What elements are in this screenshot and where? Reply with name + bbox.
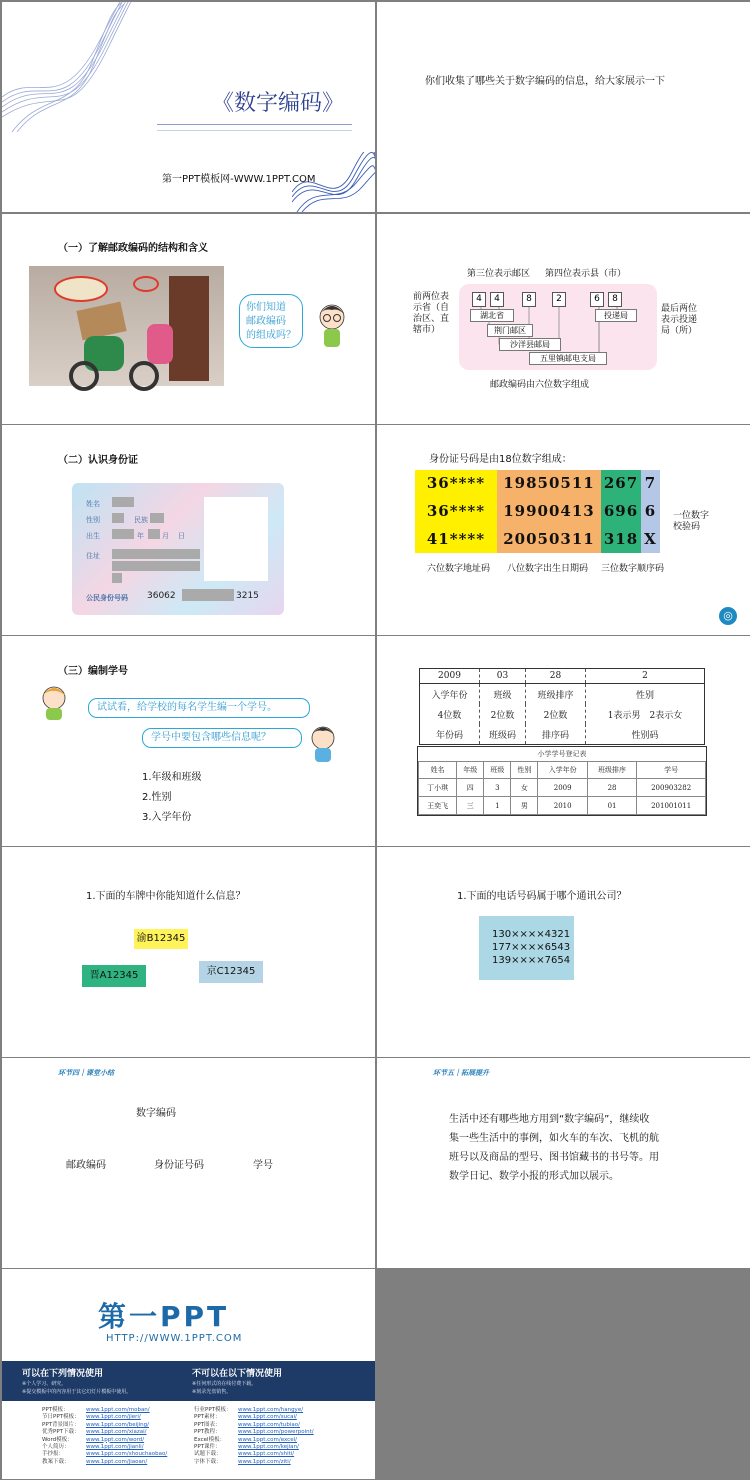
link-url[interactable]: www.1ppt.com/powerpoint/ [238,1429,314,1436]
license-banner [2,1361,375,1401]
column-header: 学号 [637,762,706,779]
table-header-row [419,762,706,779]
links-left [42,1407,167,1466]
digit-box: 2 [552,292,566,307]
license-plate: 京C12345 [199,961,263,983]
label-address-code: 六位数字地址码 [427,564,491,574]
field-ethnic-label: 民族 [134,516,148,524]
link-url[interactable]: www.1ppt.com/xiazai/ [86,1429,147,1436]
code-value: 03 [479,669,525,684]
link-url[interactable]: www.1ppt.com/shouchaobao/ [86,1451,168,1458]
link-label: PPT背景图片： [42,1421,80,1428]
column-header: 年级 [457,762,484,779]
register-table-frame [417,746,707,816]
table-row [419,797,706,815]
link-url[interactable]: www.1ppt.com/jiaoan/ [86,1458,148,1465]
girl-cartoon-icon [36,682,76,722]
slide-1-title[interactable] [2,2,375,212]
table-cell: 01 [587,797,636,815]
table-row [419,779,706,797]
label-sequence-code: 三位数字顺序码 [601,564,665,574]
can-item: ※个人学习、研究。 [22,1381,67,1387]
link-url[interactable]: www.1ppt.com/hangye/ [238,1407,304,1413]
redacted-block [112,529,134,539]
link-row [42,1459,167,1466]
can-item: ※提交模板中的内容用于其它幻灯片模板中使用。 [22,1389,132,1395]
bubble-line: 你们知道 [246,302,286,313]
label-third-digit: 第三位表示邮区 [467,269,531,279]
table-cell: 200903282 [637,779,706,797]
title-divider [157,124,352,125]
code-label: 班级码 [479,724,525,745]
postman-illustration [29,266,224,386]
link-row [194,1451,314,1458]
summary-item: 身份证号码 [154,1160,204,1171]
code-value: 2009 [420,669,480,684]
link-label: PPT教程： [194,1429,221,1436]
table-cell: 王奕飞 [419,797,457,815]
label-check-code [673,511,709,533]
link-url[interactable]: www.1ppt.com/ziti/ [238,1458,291,1465]
code-table [419,668,705,745]
code-label: 性别码 [631,730,659,741]
slide-question: 你们收集了哪些关于数字编码的信息，给大家展示一下 [425,76,665,87]
link-row [42,1451,167,1458]
slide-12-extension[interactable] [377,1058,750,1268]
redacted-block [112,549,200,559]
id-number-prefix: 36062 [147,591,176,601]
field-month: 月 [162,532,169,540]
links-right [194,1407,314,1466]
list-item: 2.性别 [142,792,172,803]
cannot-title: 不可以在以下情况使用 [192,1369,283,1379]
table-cell: 三 [457,797,484,815]
postcode-box: 五里镇邮电支局 [529,352,607,365]
label-line: 校验码 [673,522,701,532]
logo-icon: ◎ [719,607,737,625]
code-digits: 1表示男 2表示女 [607,710,683,721]
extension-paragraph [449,1110,659,1186]
bubble-line: 邮政编码 [246,316,286,327]
link-label: 试题下载： [194,1451,222,1458]
postcode-box: 投递局 [595,309,637,322]
field-address-label: 住址 [86,552,100,560]
license-plate: 晋A12345 [82,965,146,987]
digit-box: 4 [472,292,486,307]
register-table [418,761,706,815]
slide-11-summary[interactable] [2,1058,375,1268]
speech-bubble [239,294,303,348]
label-line: 局（所） [661,326,698,336]
slide-question: 1.下面的电话号码属于哪个通讯公司？ [457,891,627,902]
label-line: 表示投递 [661,315,698,325]
brand-url: HTTP://WWW.1PPT.COM [106,1333,243,1344]
label-line: 一位数字 [673,511,710,521]
link-label: 个人简历： [42,1444,70,1451]
link-row [194,1414,314,1421]
code-name: 入学年份 [420,684,480,705]
slide-4-postcode[interactable] [377,214,750,424]
license-plate: 渝B12345 [134,929,188,949]
list-item: 1.年级和班级 [142,772,202,783]
column-header: 性别 [511,762,538,779]
id-digits-check: X [644,530,657,548]
summary-root: 数字编码 [136,1108,176,1119]
field-id-label: 公民身份号码 [86,594,128,602]
link-label: Word模板： [42,1436,73,1443]
code-label: 排序码 [526,724,586,745]
field-gender-label: 性别 [86,516,100,524]
id-card [72,483,284,615]
wave-decoration-icon [2,2,132,132]
link-label: 行业PPT模板： [194,1407,232,1413]
code-name: 班级排序 [526,684,586,705]
website-text: 第一PPT模板网-WWW.1PPT.COM [162,174,316,185]
section-heading: （三）编制学号 [58,666,128,677]
table-cell: 28 [587,779,636,797]
section-tag: 环节四｜课堂小结 [58,1069,114,1077]
link-row [194,1437,314,1444]
id-digits-seq: 696 [603,502,639,520]
info-list [142,768,202,828]
label-first-two [413,292,449,336]
link-url[interactable]: www.1ppt.com/word/ [86,1436,145,1443]
table-cell: 丁小琪 [419,779,457,797]
bubble-line: 的组成吗？ [246,330,296,341]
table-cell: 2009 [538,779,587,797]
summary-item: 学号 [253,1160,273,1171]
column-header: 入学年份 [538,762,587,779]
link-label: PPT课件： [194,1444,221,1451]
slide-9-plates[interactable] [2,847,375,1057]
slide-question: 1.下面的车牌中你能知道什么信息？ [86,891,246,902]
redacted-block [112,561,200,571]
digit-box: 8 [608,292,622,307]
register-title: 小学学号登记表 [537,750,587,758]
slide-6-idnumber[interactable] [377,425,750,635]
link-row [194,1459,314,1466]
boy-cartoon-icon [306,724,342,764]
redacted-block [148,529,160,539]
code-name: 班级 [479,684,525,705]
phone-number-box [479,916,574,980]
table-cell: 男 [511,797,538,815]
id-digits-seq: 267 [603,474,639,492]
link-url[interactable]: www.1ppt.com/tubiao/ [238,1421,300,1428]
table-cell: 女 [511,779,538,797]
cannot-item: ※刻录光盘销售。 [192,1389,232,1395]
link-row [42,1437,167,1444]
field-birth-label: 出生 [86,532,100,540]
label-line: 最后两位 [661,304,698,314]
phone-number: 177××××6543 [492,942,571,953]
id-digits-addr: 36**** [426,502,486,520]
label-line: 示省（自 [413,303,450,313]
link-url[interactable]: www.1ppt.com/jianli/ [86,1444,144,1451]
link-label: PPT素材： [194,1414,221,1421]
link-label: PPT图表： [194,1421,221,1428]
link-url[interactable]: www.1ppt.com/jieri/ [86,1414,141,1421]
id-digits-birth: 19900413 [503,502,595,520]
photo-area [204,497,268,581]
column-header: 班级排序 [587,762,636,779]
section-heading: （一）了解邮政编码的结构和含义 [58,243,208,254]
cannot-item: ※任何形式的在线付费下载。 [192,1381,257,1387]
link-url[interactable]: www.1ppt.com/excel/ [238,1436,297,1443]
speech-bubble-1: 试试看，给学校的每名学生编一个学号。 [88,698,310,718]
link-label: Excel模板： [194,1436,226,1443]
link-row [42,1429,167,1436]
redacted-block [112,497,134,507]
slide-13-license[interactable] [2,1269,375,1479]
section-heading: （二）认识身份证 [58,455,138,466]
id-number-grid [415,470,660,553]
table-cell: 1 [484,797,511,815]
link-url[interactable]: www.1ppt.com/kejian/ [238,1444,299,1451]
slide-3[interactable] [2,214,375,424]
title-divider-2 [157,130,352,131]
id-digits-seq: 318 [603,530,639,548]
code-digits: 2位数 [479,704,525,724]
code-digits: 4位数 [420,704,480,724]
can-title: 可以在下列情况使用 [22,1369,104,1379]
code-value: 2 [642,671,648,681]
code-value: 28 [526,669,586,684]
id-digits-check: 7 [644,474,657,492]
link-url[interactable]: www.1ppt.com/moban/ [86,1407,150,1413]
brand-logo: 第一PPT [98,1300,230,1333]
id-digits-check: 6 [644,502,657,520]
code-label: 年份码 [420,724,480,745]
label-line: 前两位表 [413,292,450,302]
label-birth-code: 八位数字出生日期码 [507,564,589,574]
link-url[interactable]: www.1ppt.com/sucai/ [238,1414,297,1421]
digit-box: 8 [522,292,536,307]
id-number-suffix: 3215 [236,591,259,601]
table-cell: 3 [484,779,511,797]
link-label: 优秀PPT下载： [42,1429,80,1436]
column-header: 姓名 [419,762,457,779]
table-cell: 201001011 [637,797,706,815]
link-label: 节日PPT模板： [42,1414,80,1421]
id-digits-birth: 20050311 [503,530,595,548]
field-year: 年 [137,532,144,540]
link-label: 字体下载： [194,1458,222,1465]
field-day: 日 [178,532,185,540]
redacted-block [182,589,234,601]
link-url[interactable]: www.1ppt.com/shiti/ [238,1451,295,1458]
postcode-box: 沙洋县邮局 [499,338,561,351]
slide-7[interactable] [2,636,375,846]
redacted-block [112,573,122,583]
digit-box: 4 [490,292,504,307]
id-digits-addr: 41**** [426,530,486,548]
redacted-block [112,513,124,523]
link-url[interactable]: www.1ppt.com/beijing/ [86,1421,150,1428]
slide-10-phones[interactable] [377,847,750,1057]
field-name-label: 姓名 [86,500,100,508]
paragraph-line: 数学日记、数学小报的形式加以展示。 [449,1171,619,1182]
label-line: 治区、直 [413,314,450,324]
slide-2[interactable] [377,2,750,212]
label-last-two [661,304,697,337]
label-fourth-digit: 第四位表示县（市） [545,269,627,279]
table-cell: 四 [457,779,484,797]
label-line: 辖市） [413,325,441,335]
link-label: 手抄报： [42,1451,65,1458]
code-name: 性别 [635,690,654,701]
link-row [194,1429,314,1436]
postcode-caption: 邮政编码由六位数字组成 [490,380,590,390]
slide-8-studentid[interactable] [377,636,750,846]
summary-item: 邮政编码 [66,1160,106,1171]
phone-number: 139××××7654 [492,955,571,966]
link-label: PPT模板： [42,1407,69,1413]
digit-box: 6 [590,292,604,307]
list-item: 3.入学年份 [142,812,192,823]
section-tag: 环节五｜拓展提升 [433,1069,489,1077]
link-label: 教案下载： [42,1458,70,1465]
slide-5-idcard[interactable] [2,425,375,635]
id-digits-birth: 19850511 [503,474,595,492]
boy-cartoon-icon [314,302,354,352]
id-digits-addr: 36**** [426,474,486,492]
link-row [42,1414,167,1421]
paragraph-line: 集一些生活中的事例，如火车的车次、飞机的航 [449,1133,659,1144]
postcode-box: 荆门邮区 [487,324,533,337]
code-digits: 2位数 [526,704,586,724]
redacted-block [150,513,164,523]
table-cell: 2010 [538,797,587,815]
paragraph-line: 班号以及商品的型号、图书馆藏书的书号等。用 [449,1152,659,1163]
speech-bubble-2: 学号中要包含哪些信息呢？ [142,728,302,748]
phone-number: 130××××4321 [492,929,571,940]
slide-title: 《数字编码》 [212,91,345,116]
slide-title: 身份证号码是由18位数字组成： [429,454,572,465]
paragraph-line: 生活中还有哪些地方用到“数字编码”，继续收 [449,1114,650,1125]
postcode-box: 湖北省 [470,309,514,322]
column-header: 班级 [484,762,511,779]
